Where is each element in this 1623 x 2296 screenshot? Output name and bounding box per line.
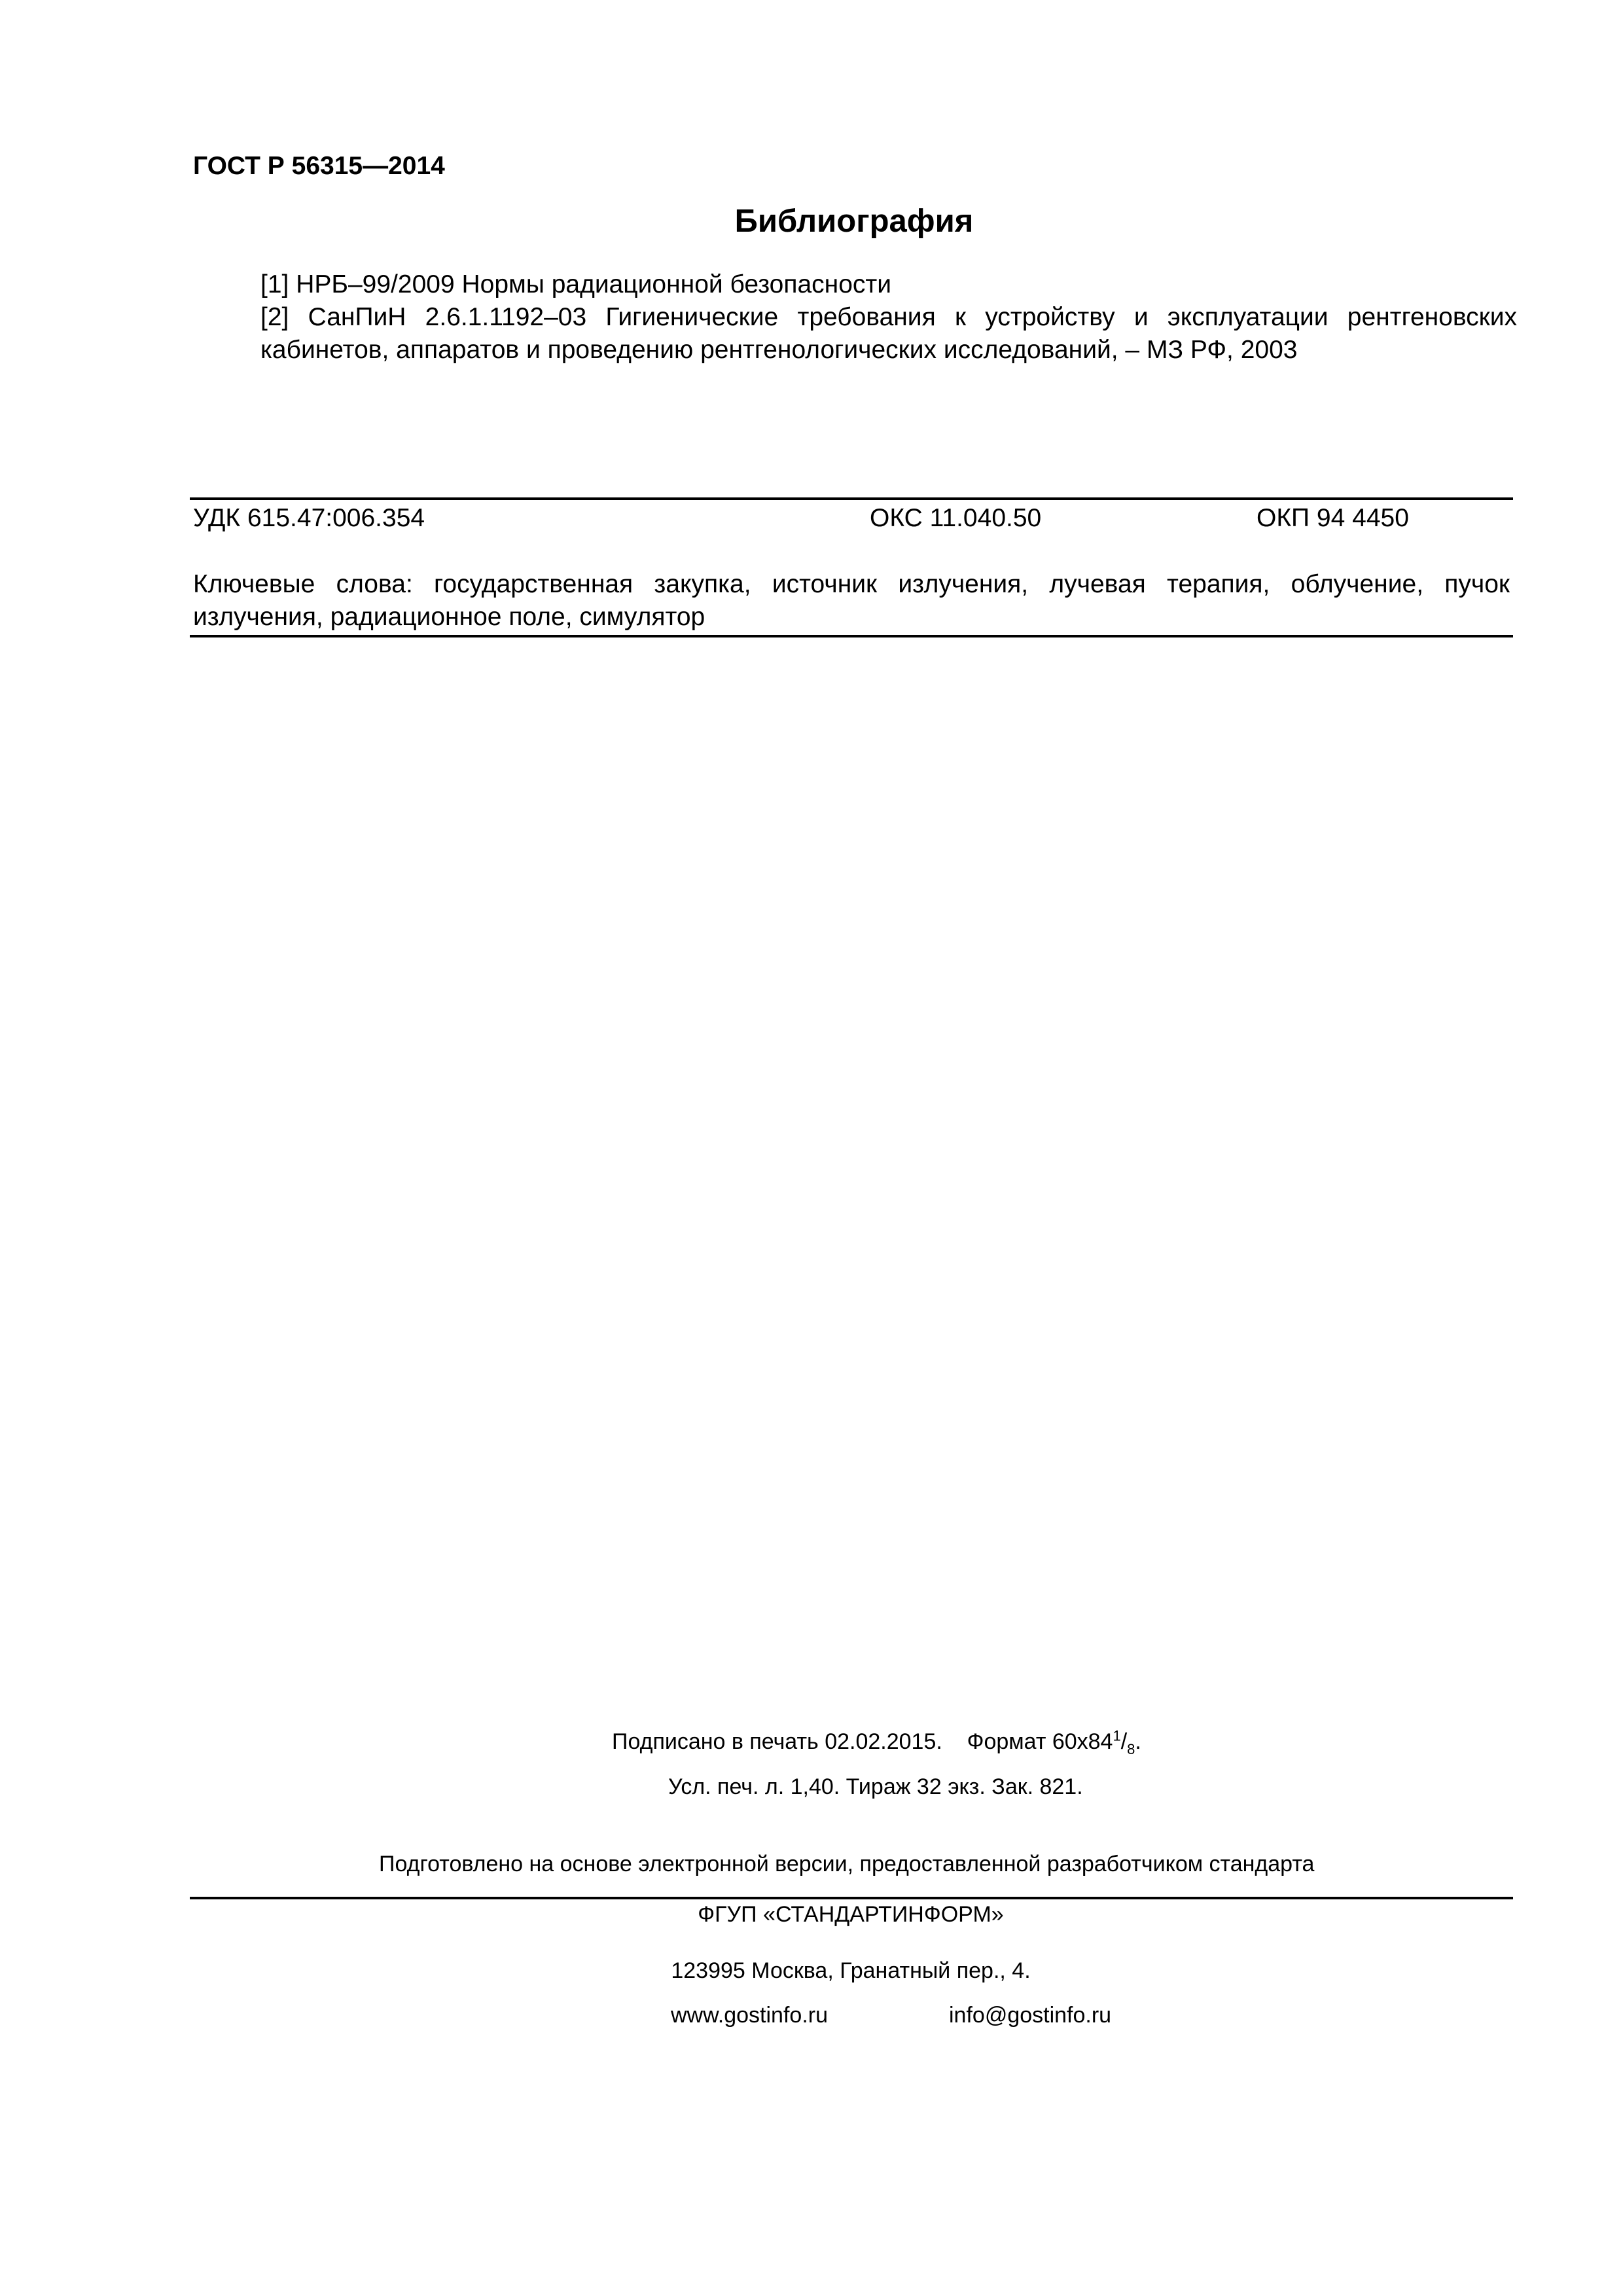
imprint-print-info: Усл. печ. л. 1,40. Тираж 32 экз. Зак. 821. [668,1774,1083,1799]
bibliography-entry-2: [2] СанПиН 2.6.1.1192–03 Гигиенические требования к устройству и эксплуатации рентгеновских кабинетов, аппаратов и проведению рентгенологических исследований, – МЗ РФ, 2003 [260,303,1517,364]
signed-date-text: Подписано в печать 02.02.2015. [612,1729,942,1754]
format-end: . [1135,1729,1141,1754]
publisher-website[interactable]: www.gostinfo.ru [671,2003,828,2028]
imprint-prepared-note: Подготовлено на основе электронной версии, предоставленной разработчиком стандарта [379,1852,1315,1876]
classification-top-rule [190,497,1513,500]
publisher-address: 123995 Москва, Гранатный пер., 4. [671,1958,1031,1983]
okp-code: ОКП 94 4450 [1257,504,1409,532]
format-slash: / [1120,1729,1128,1754]
bibliography-title: Библиография [734,204,974,239]
classification-row [193,504,1513,537]
format-subscript: 8 [1127,1740,1135,1757]
format-superscript: 1 [1113,1727,1121,1744]
format-text: Формат 60х84 [967,1729,1113,1754]
bibliography-list [260,268,1517,367]
publisher-email[interactable]: info@gostinfo.ru [949,2003,1112,2028]
document-code: ГОСТ Р 56315—2014 [193,152,445,180]
udk-code: УДК 615.47:006.354 [193,504,425,532]
oks-code: ОКС 11.040.50 [870,504,1042,532]
bibliography-entry-1: [1] НРБ–99/2009 Нормы радиационной безопасности [260,270,892,298]
keywords-bottom-rule [190,635,1513,637]
publisher-name: ФГУП «СТАНДАРТИНФОРМ» [698,1902,1004,1927]
keywords-text: Ключевые слова: государственная закупка, источник излучения, лучевая терапия, облучение, пучок излучения, радиационное поле, симулятор [193,570,1510,631]
imprint-signed-line [612,1729,1141,1755]
imprint-rule [190,1897,1513,1899]
